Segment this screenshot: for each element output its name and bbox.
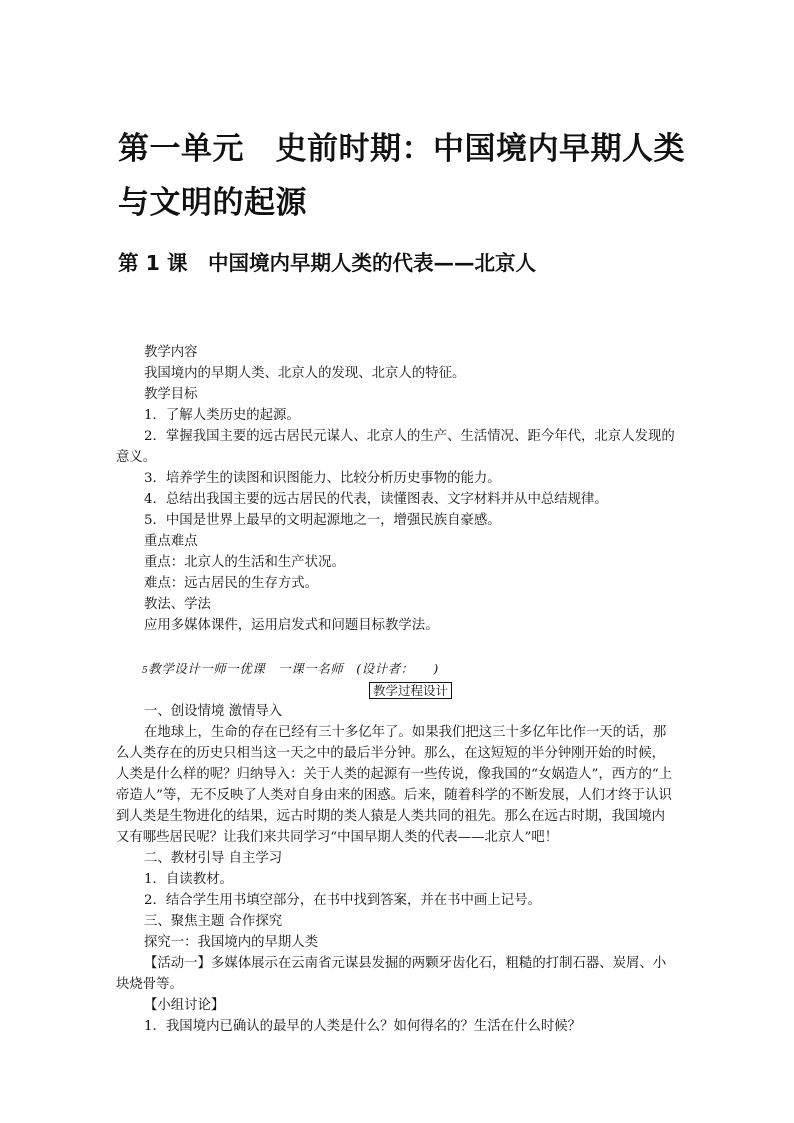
- goal-item: 1．了解人类历史的起源。: [144, 408, 300, 423]
- goal-item: 2．掌握我国主要的远古居民元谋人、北京人的生产、生活情况、距今年代，北京人发现的意义。: [116, 429, 675, 465]
- design-credit-text: 教学设计一师一优课 一课一名师 (设计者： ): [148, 661, 439, 676]
- group-discussion-label: 【小组讨论】: [144, 998, 225, 1013]
- list-item: 2．结合学生用书填空部分，在书中找到答案，并在书中画上记号。: [144, 893, 541, 908]
- key-points-label: 重点难点: [144, 534, 198, 549]
- process-label-row: [116, 682, 678, 701]
- explore-title: 探究一：我国境内的早期人类: [144, 935, 319, 950]
- section-title: 一、创设情境 激情导入: [144, 704, 283, 719]
- unit-title: 第一单元 史前时期：中国境内早期人类与文明的起源: [118, 131, 685, 221]
- key-point: 重点：北京人的生活和生产状况。: [144, 555, 345, 570]
- difficulty: 难点：远古居民的生存方式。: [144, 576, 319, 591]
- design-prefix: 5: [142, 666, 149, 676]
- methods-label: 教法、学法: [144, 597, 211, 612]
- discussion-question: 1．我国境内已确认的最早的人类是什么？如何得名的？生活在什么时候？: [144, 1019, 582, 1034]
- goals-label: 教学目标: [144, 387, 198, 402]
- lesson-body: [116, 342, 678, 1037]
- section-title: 二、教材引导 自主学习: [144, 851, 283, 866]
- activity-paragraph: 【活动一】多媒体展示在云南省元谋县发掘的两颗牙齿化石，粗糙的打制石器、炭屑、小块烧骨等。: [116, 956, 667, 992]
- teaching-content-label: 教学内容: [144, 345, 198, 360]
- goal-item: 5．中国是世界上最早的文明起源地之一，增强民族自豪感。: [144, 513, 501, 528]
- section-paragraph: 在地球上，生命的存在已经有三十多亿年了。如果我们把这三十多亿年比作一天的话，那么人类存在的历史只相当这一天之中的最后半分钟。那么，在这短短的半分钟刚开始的时候，人类是什么样的呢？归纳导入：关于人类的起源有一些传说，像我国的“女娲造人”，西方的“上帝造人”等，无不反映了人类对自身由来的困惑。后来，随着科学的不断发展，人们才终于认识到人类是生物进化的结果，远古时期的类人猿是人类共同的祖先。那么在远古时期，我国境内又有哪些居民呢？让我们来共同学习“中国早期人类的代表——北京人”吧！: [116, 725, 673, 845]
- goal-item: 4．总结出我国主要的远古居民的代表，读懂图表、文字材料并从中总结规律。: [144, 492, 608, 507]
- teaching-content-text: 我国境内的早期人类、北京人的发现、北京人的特征。: [144, 366, 466, 381]
- list-item: 1．自读教材。: [144, 872, 233, 887]
- goal-item: 3．培养学生的读图和识图能力、比较分析历史事物的能力。: [144, 471, 501, 486]
- methods-text: 应用多媒体课件，运用启发式和问题目标教学法。: [144, 618, 439, 633]
- spacer: [116, 636, 678, 658]
- design-credit-line: [116, 658, 678, 682]
- section-title: 三、聚焦主题 合作探究: [144, 914, 283, 929]
- lesson-title: 第 1 课 中国境内早期人类的代表——北京人: [118, 251, 537, 275]
- process-label-box: 教学过程设计: [369, 682, 452, 699]
